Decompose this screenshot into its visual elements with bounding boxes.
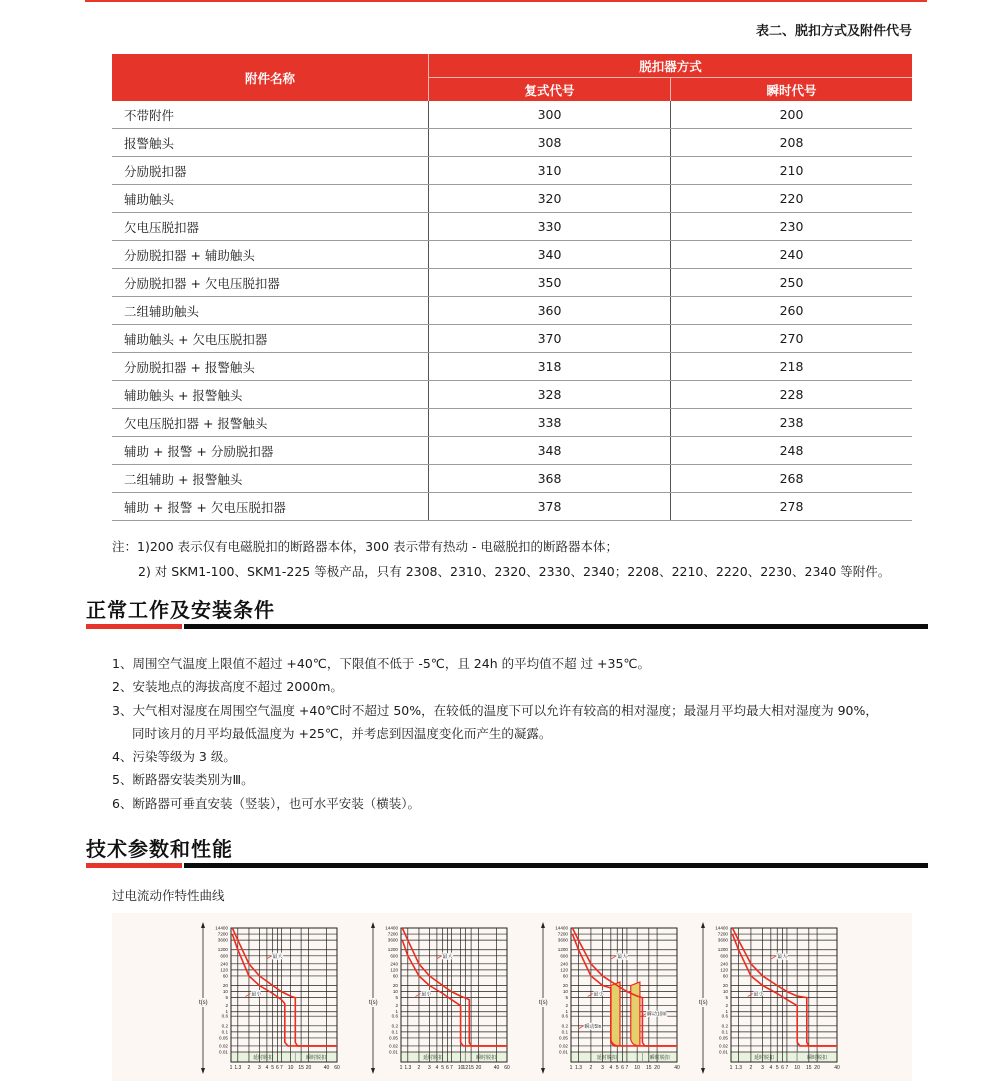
x-tick-label: 10 — [794, 1065, 800, 1071]
curve-subtitle: 过电流动作特性曲线 — [112, 888, 225, 903]
trip-curve-chart-1 — [195, 916, 355, 1081]
instant-code-cell: 278 — [671, 493, 913, 521]
table-row — [112, 409, 912, 437]
curve-annotation: 瞬动10In — [646, 1011, 667, 1018]
y-tick-label: 0.01 — [219, 1049, 228, 1055]
annotation-leader — [611, 956, 616, 959]
curve-annotation: 最小 — [251, 991, 262, 998]
condition-item: 4、污染等级为 3 级。 — [112, 749, 236, 765]
x-tick-label: 12 — [462, 1065, 469, 1071]
compound-code-cell: 330 — [429, 213, 671, 241]
trip-curve-max — [732, 928, 837, 1046]
x-tick-label: 15 — [298, 1065, 304, 1071]
accessory-name-cell: 欠电压脱扣器 — [112, 213, 429, 241]
x-tick-label: 15 — [468, 1065, 474, 1071]
x-tick-label: 40 — [834, 1065, 840, 1071]
x-tick-label: 15 — [806, 1065, 812, 1071]
table-caption: 表二、脱扣方式及附件代号 — [755, 24, 912, 39]
condition-item-continued: 同时该月的月平均最低温度为 +25℃，并考虑到因温度变化而产生的凝露。 — [132, 725, 552, 741]
compound-code-cell: 318 — [429, 353, 671, 381]
note-2: 2) 对 SKM1-100、SKM1-225 等极产品，只有 2308、2310、2320、2330、2340；2208、2210、2220、2230、2340 等附件。 — [138, 564, 891, 579]
y-tick-label: 7200 — [387, 931, 398, 937]
table-row — [112, 325, 912, 353]
compound-code-cell: 360 — [429, 297, 671, 325]
y-tick-label: 10 — [722, 989, 728, 995]
y-tick-label: 3600 — [387, 937, 398, 943]
y-tick-label: 0.01 — [559, 1049, 568, 1055]
table-row — [112, 213, 912, 241]
accessory-name-cell: 分励脱扣器 + 欠电压脱扣器 — [112, 269, 429, 297]
y-tick-label: 5 — [725, 995, 728, 1001]
y-tick-label: 1 — [725, 1009, 728, 1015]
compound-code-cell: 328 — [429, 381, 671, 409]
y-tick-label: 14400 — [555, 925, 568, 931]
table-row — [112, 269, 912, 297]
arrow-down-icon — [541, 1068, 545, 1074]
x-tick-label: 7 — [279, 1065, 283, 1071]
arrow-up-icon — [371, 922, 375, 928]
x-tick-label: 3 — [761, 1065, 764, 1071]
y-tick-label: 0.6 — [561, 1013, 568, 1019]
zone-label-delay: 延时脱扣 — [596, 1055, 617, 1061]
condition-item: 5、断路器安装类别为Ⅲ。 — [112, 772, 254, 788]
y-tick-label: 2 — [395, 1003, 398, 1009]
compound-code-cell: 378 — [429, 493, 671, 521]
instant-trip-band — [611, 982, 620, 1046]
instant-code-cell: 250 — [671, 269, 913, 297]
y-tick-label: 1200 — [557, 947, 568, 953]
compound-code-cell: 338 — [429, 409, 671, 437]
y-tick-label: 120 — [720, 967, 728, 973]
instant-code-cell: 270 — [671, 325, 913, 353]
curve-annotation: 最小 — [421, 991, 432, 998]
note-1: 注：1)200 表示仅有电磁脱扣的断路器本体，300 表示带有热动 - 电磁脱扣的断路器本体； — [112, 539, 618, 554]
y-tick-label: 0.2 — [391, 1023, 398, 1029]
zone-label-instant: 瞬时脱扣 — [649, 1055, 670, 1061]
y-tick-label: 1 — [395, 1009, 398, 1015]
table-row — [112, 185, 912, 213]
y-tick-label: 0.02 — [389, 1043, 398, 1049]
zone-label-instant: 瞬时脱扣 — [807, 1055, 828, 1061]
y-tick-label: 240 — [720, 961, 728, 967]
x-tick-label: 4 — [609, 1065, 613, 1071]
y-tick-label: 60 — [392, 973, 398, 979]
compound-code-cell: 300 — [429, 101, 671, 129]
y-tick-label: 7200 — [217, 931, 228, 937]
x-tick-label: 4 — [769, 1065, 773, 1071]
x-tick-label: 10 — [287, 1065, 294, 1071]
arrow-up-icon — [201, 922, 205, 928]
y-tick-label: 1200 — [217, 947, 228, 953]
y-tick-label: 0.02 — [719, 1043, 728, 1049]
x-tick-label: 10 — [457, 1065, 464, 1071]
instant-code-cell: 218 — [671, 353, 913, 381]
y-tick-label: 20 — [392, 983, 398, 989]
arrow-down-icon — [371, 1068, 375, 1074]
table-row — [112, 297, 912, 325]
x-tick-label: 7 — [785, 1065, 789, 1071]
x-tick-label: 15 — [646, 1065, 652, 1071]
y-tick-label: 600 — [560, 953, 568, 959]
accessory-name-cell: 报警触头 — [112, 129, 429, 157]
x-tick-label: 20 — [814, 1065, 820, 1071]
zone-label-delay: 延时脱扣 — [754, 1055, 775, 1061]
section-divider-tech-params — [86, 863, 928, 869]
curve-annotation: 最小 — [593, 991, 604, 998]
table-row — [112, 493, 912, 521]
table-row — [112, 129, 912, 157]
section-divider-conditions — [86, 624, 928, 630]
table-notes — [112, 534, 890, 584]
y-tick-label: 20 — [722, 983, 728, 989]
compound-code-cell: 310 — [429, 157, 671, 185]
x-tick-label: 1.3 — [234, 1065, 242, 1071]
y-tick-label: 10 — [562, 989, 568, 995]
y-tick-label: 14400 — [715, 925, 728, 931]
x-tick-label: 1 — [229, 1065, 233, 1071]
y-tick-label: 10 — [222, 989, 228, 995]
annotation-leader — [267, 956, 272, 959]
curve-annotation: 最大 — [442, 953, 453, 960]
y-tick-label: 600 — [390, 953, 398, 959]
arrow-down-icon — [201, 1068, 205, 1074]
y-tick-label: 120 — [390, 967, 398, 973]
zone-label-instant: 瞬时脱扣 — [476, 1055, 497, 1061]
y-tick-label: 0.01 — [719, 1049, 728, 1055]
y-tick-label: 5 — [395, 995, 398, 1001]
instant-code-cell: 210 — [671, 157, 913, 185]
header-compound-code: 复式代号 — [429, 78, 671, 102]
y-tick-label: 3600 — [217, 937, 228, 943]
trip-curve-min — [232, 934, 337, 1046]
header-accessory-name: 附件名称 — [112, 54, 429, 101]
curve-annotation: 最大 — [272, 953, 283, 960]
table-row — [112, 437, 912, 465]
plot-frame — [571, 928, 677, 1062]
curve-annotation: 最大 — [777, 953, 788, 960]
x-tick-label: 3 — [601, 1065, 604, 1071]
y-tick-label: 5 — [565, 995, 568, 1001]
zone-label-delay: 延时脱扣 — [253, 1055, 274, 1061]
accessory-name-cell: 分励脱扣器 + 辅助触头 — [112, 241, 429, 269]
instant-trip-band — [631, 982, 640, 1046]
accessory-name-cell: 辅助触头 — [112, 185, 429, 213]
condition-item: 3、大气相对湿度在周围空气温度 +40℃时不超过 50%，在较低的温度下可以允许有较高的相对湿度；最湿月平均最大相对湿度为 90%， — [112, 702, 878, 718]
accessory-name-cell: 辅助触头 + 欠电压脱扣器 — [112, 325, 429, 353]
x-tick-label: 6 — [781, 1065, 784, 1071]
y-tick-label: 1 — [565, 1009, 568, 1015]
x-tick-label: 1.3 — [404, 1065, 412, 1071]
compound-code-cell: 350 — [429, 269, 671, 297]
y-tick-label: 7200 — [557, 931, 568, 937]
annotation-leader — [245, 994, 250, 997]
y-tick-label: 600 — [720, 953, 728, 959]
trip-curve-chart-2 — [365, 916, 525, 1081]
instant-code-cell: 228 — [671, 381, 913, 409]
y-tick-label: 2 — [725, 1003, 728, 1009]
x-tick-label: 20 — [475, 1065, 482, 1071]
conditions-list — [112, 652, 878, 815]
x-tick-label: 40 — [674, 1065, 680, 1071]
accessory-name-cell: 二组辅助触头 — [112, 297, 429, 325]
instant-code-cell: 238 — [671, 409, 913, 437]
x-tick-label: 3 — [428, 1065, 431, 1071]
trip-curve-chart-4 — [695, 916, 855, 1081]
table-row — [112, 241, 912, 269]
y-tick-label: 14400 — [215, 925, 228, 931]
x-tick-label: 4 — [435, 1065, 439, 1071]
accessory-name-cell: 不带附件 — [112, 101, 429, 129]
y-tick-label: 14400 — [385, 925, 398, 931]
x-tick-label: 20 — [305, 1065, 312, 1071]
y-tick-label: 0.02 — [219, 1043, 228, 1049]
condition-item: 6、断路器可垂直安装（竖装），也可水平安装（横装）。 — [112, 795, 420, 811]
x-tick-label: 1 — [569, 1065, 573, 1071]
trip-code-table — [112, 54, 912, 521]
x-tick-label: 6 — [445, 1065, 449, 1071]
y-tick-label: 5 — [225, 995, 228, 1001]
table-row — [112, 101, 912, 129]
x-tick-label: 40 — [323, 1065, 330, 1071]
top-divider — [85, 0, 927, 2]
trip-curve-chart-3 — [535, 916, 695, 1081]
compound-code-cell: 370 — [429, 325, 671, 353]
y-tick-label: 0.05 — [389, 1035, 398, 1041]
y-axis-label: t(s) — [539, 1000, 548, 1007]
x-tick-label: 20 — [654, 1065, 660, 1071]
instant-code-cell: 260 — [671, 297, 913, 325]
header-trip-mode: 脱扣器方式 — [429, 54, 913, 78]
x-tick-label: 40 — [493, 1065, 500, 1071]
y-tick-label: 2 — [225, 1003, 228, 1009]
annotation-leader — [771, 956, 776, 959]
x-tick-label: 2 — [247, 1065, 251, 1071]
y-tick-label: 240 — [220, 961, 228, 967]
x-tick-label: 4 — [265, 1065, 269, 1071]
annotation-leader — [748, 994, 753, 997]
y-tick-label: 3600 — [557, 937, 568, 943]
y-tick-label: 0.2 — [221, 1023, 228, 1029]
instant-code-cell: 220 — [671, 185, 913, 213]
x-tick-label: 6 — [621, 1065, 624, 1071]
y-tick-label: 0.2 — [721, 1023, 728, 1029]
y-tick-label: 20 — [222, 983, 228, 989]
y-tick-label: 0.1 — [221, 1029, 228, 1035]
y-tick-label: 3600 — [717, 937, 728, 943]
y-tick-label: 120 — [560, 967, 568, 973]
y-tick-label: 0.05 — [219, 1035, 228, 1041]
y-tick-label: 60 — [562, 973, 568, 979]
y-tick-label: 1200 — [387, 947, 398, 953]
compound-code-cell: 308 — [429, 129, 671, 157]
x-tick-label: 2 — [749, 1065, 753, 1071]
y-axis-label: t(s) — [199, 1000, 208, 1007]
compound-code-cell: 340 — [429, 241, 671, 269]
y-tick-label: 2 — [565, 1003, 568, 1009]
y-tick-label: 7200 — [717, 931, 728, 937]
accessory-name-cell: 分励脱扣器 — [112, 157, 429, 185]
curve-annotation: 最小 — [753, 991, 764, 998]
header-instant-code: 瞬时代号 — [671, 78, 913, 102]
arrow-up-icon — [701, 922, 705, 928]
plot-frame — [401, 928, 507, 1062]
compound-code-cell: 348 — [429, 437, 671, 465]
trip-curve-max — [402, 928, 507, 1046]
x-tick-label: 5 — [775, 1065, 779, 1071]
y-tick-label: 1200 — [717, 947, 728, 953]
y-tick-label: 600 — [220, 953, 228, 959]
x-tick-label: 2 — [417, 1065, 421, 1071]
y-tick-label: 0.1 — [721, 1029, 728, 1035]
y-axis-label: t(s) — [699, 1000, 708, 1007]
y-tick-label: 0.01 — [389, 1049, 398, 1055]
y-tick-label: 1 — [225, 1009, 228, 1015]
section-title-conditions: 正常工作及安装条件 — [86, 598, 275, 622]
x-tick-label: 5 — [441, 1065, 445, 1071]
y-tick-label: 0.1 — [561, 1029, 568, 1035]
y-tick-label: 0.05 — [719, 1035, 728, 1041]
y-tick-label: 0.6 — [391, 1013, 398, 1019]
instant-code-cell: 240 — [671, 241, 913, 269]
condition-item: 1、周围空气温度上限值不超过 +40℃，下限值不低于 -5℃，且 24h 的平均值不超 过 +35℃。 — [112, 656, 650, 671]
accessory-name-cell: 二组辅助 + 报警触头 — [112, 465, 429, 493]
table-row — [112, 157, 912, 185]
y-tick-label: 0.02 — [559, 1043, 568, 1049]
annotation-leader — [437, 956, 442, 959]
y-tick-label: 0.6 — [721, 1013, 728, 1019]
x-tick-label: 5 — [615, 1065, 619, 1071]
x-tick-label: 1.3 — [575, 1065, 583, 1071]
curve-annotation: 最大 — [617, 953, 628, 960]
table-row — [112, 465, 912, 493]
x-tick-label: 2 — [589, 1065, 593, 1071]
y-tick-label: 0.2 — [561, 1023, 568, 1029]
zone-label-delay: 延时脱扣 — [423, 1055, 444, 1061]
y-tick-label: 120 — [220, 967, 228, 973]
condition-item: 2、安装地点的海拔高度不超过 2000m。 — [112, 679, 343, 695]
x-tick-label: 1 — [729, 1065, 733, 1071]
x-tick-label: 1 — [399, 1065, 403, 1071]
x-tick-label: 5 — [271, 1065, 275, 1071]
y-tick-label: 0.6 — [221, 1013, 228, 1019]
instant-code-cell: 248 — [671, 437, 913, 465]
y-tick-label: 240 — [560, 961, 568, 967]
instant-code-cell: 268 — [671, 465, 913, 493]
compound-code-cell: 320 — [429, 185, 671, 213]
x-tick-label: 6 — [275, 1065, 279, 1071]
y-axis-label: t(s) — [369, 1000, 378, 1007]
instant-code-cell: 230 — [671, 213, 913, 241]
y-tick-label: 60 — [722, 973, 728, 979]
compound-code-cell: 368 — [429, 465, 671, 493]
annotation-leader — [415, 994, 420, 997]
instant-code-cell: 208 — [671, 129, 913, 157]
x-tick-label: 7 — [449, 1065, 453, 1071]
y-tick-label: 60 — [222, 973, 228, 979]
annotation-leader — [588, 994, 593, 997]
y-tick-label: 20 — [562, 983, 568, 989]
instant-code-cell: 200 — [671, 101, 913, 129]
x-tick-label: 60 — [504, 1065, 510, 1071]
x-tick-label: 60 — [334, 1065, 340, 1071]
annotation-leader — [579, 1026, 584, 1029]
section-title-tech-params: 技术参数和性能 — [86, 837, 233, 861]
y-tick-label: 240 — [390, 961, 398, 967]
x-tick-label: 1.3 — [735, 1065, 743, 1071]
plot-frame — [731, 928, 837, 1062]
y-tick-label: 0.1 — [391, 1029, 398, 1035]
y-tick-label: 0.05 — [559, 1035, 568, 1041]
accessory-name-cell: 辅助 + 报警 + 分励脱扣器 — [112, 437, 429, 465]
arrow-down-icon — [701, 1068, 705, 1074]
accessory-name-cell: 欠电压脱扣器 + 报警触头 — [112, 409, 429, 437]
arrow-up-icon — [541, 922, 545, 928]
x-tick-label: 7 — [625, 1065, 629, 1071]
table-row — [112, 381, 912, 409]
accessory-name-cell: 辅助 + 报警 + 欠电压脱扣器 — [112, 493, 429, 521]
x-tick-label: 10 — [634, 1065, 640, 1071]
accessory-name-cell: 辅助触头 + 报警触头 — [112, 381, 429, 409]
table-row — [112, 353, 912, 381]
curve-annotation: 瞬动5In — [584, 1023, 602, 1030]
accessory-name-cell: 分励脱扣器 + 报警触头 — [112, 353, 429, 381]
zone-label-instant: 瞬时脱扣 — [306, 1055, 327, 1061]
x-tick-label: 3 — [258, 1065, 261, 1071]
y-tick-label: 10 — [392, 989, 398, 995]
